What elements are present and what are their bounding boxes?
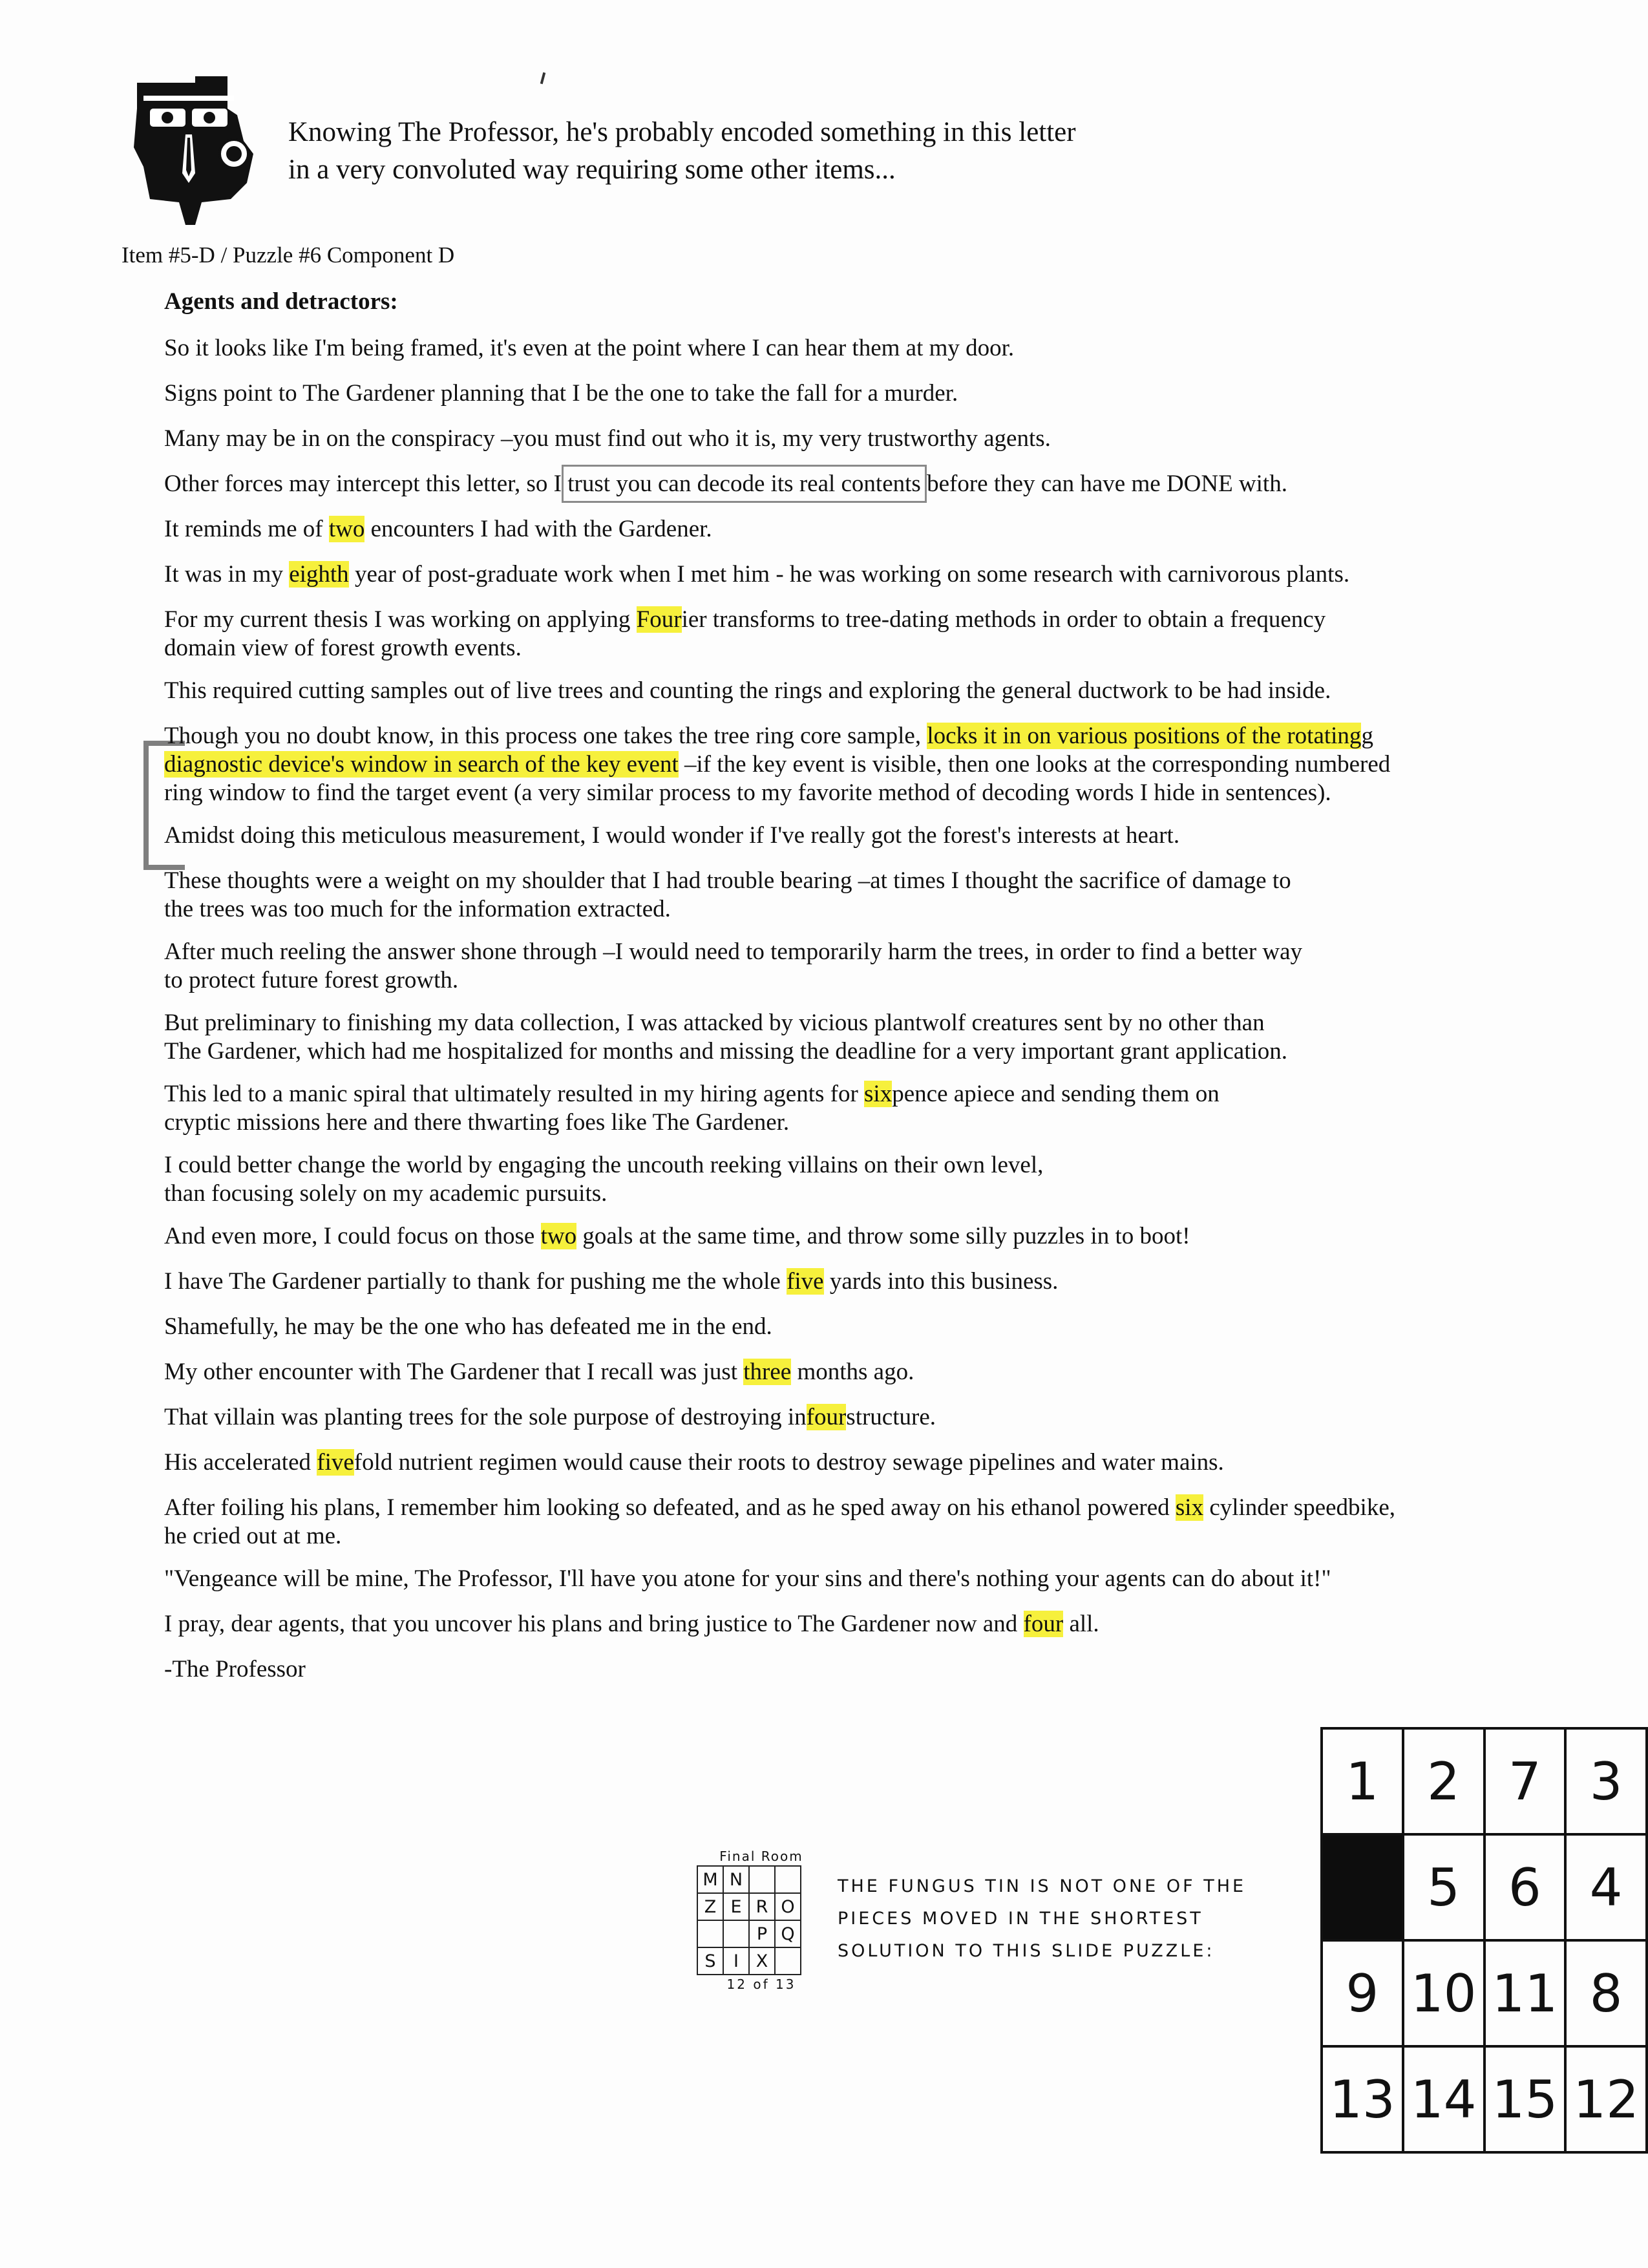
- final-room-title: Final Room: [719, 1849, 803, 1864]
- grid-cell: [697, 1920, 723, 1947]
- text-run: than focusing solely on my academic pursuits.: [164, 1180, 607, 1207]
- header-line-2: in a very convoluted way requiring some other items...: [288, 154, 896, 185]
- text-run: all.: [1063, 1611, 1099, 1637]
- text-run: yards into this business.: [823, 1268, 1059, 1295]
- grid-cell: Z: [697, 1893, 723, 1920]
- highlighted-word: eighth: [289, 561, 349, 588]
- letter-paragraph-3: Many may be in on the conspiracy –you must find out who it is, my very trustworthy agents.: [164, 425, 1051, 452]
- text-run: I have The Gardener partially to thank for pushing me the whole: [164, 1268, 787, 1295]
- grid-cell: [775, 1947, 801, 1975]
- header-note: [288, 114, 1322, 189]
- letter-paragraph-10: Amidst doing this meticulous measurement, I would wonder if I've really got the forest's interests at heart.: [164, 822, 1180, 849]
- highlighted-word: four: [806, 1404, 847, 1430]
- text-run: to protect future forest growth.: [164, 967, 459, 993]
- grid-cell: E: [723, 1893, 749, 1920]
- text-run: the trees was too much for the information extracted.: [164, 896, 671, 922]
- letter-paragraph-6: [164, 560, 1631, 589]
- puzzle-tile: 9: [1322, 1940, 1403, 2046]
- text-run: I pray, dear agents, that you uncover his plans and bring justice to The Gardener now and: [164, 1611, 1024, 1637]
- fungus-tin-note: [838, 1871, 1329, 1967]
- signature: -The Professor: [164, 1656, 306, 1682]
- stray-pencil-mark: [540, 72, 546, 84]
- highlighted-phrase: locks it in on various positions of the rotating: [927, 723, 1362, 749]
- final-room-footer: 12 of 13: [726, 1977, 796, 1992]
- text-run: before they can have me DONE with.: [920, 471, 1287, 497]
- letter-paragraph-20: [164, 1403, 1631, 1432]
- letter-paragraph-14: [164, 1080, 1631, 1137]
- text-run: This led to a manic spiral that ultimately resulted in my hiring agents for: [164, 1081, 865, 1107]
- grid-cell: [749, 1866, 775, 1893]
- text-run: encounters I had with the Gardener.: [364, 516, 712, 542]
- letter-paragraph-7: [164, 606, 1631, 662]
- grid-cell: I: [723, 1947, 749, 1975]
- text-run: Other forces may intercept this letter, so I: [164, 471, 568, 497]
- letter-paragraph-19: [164, 1358, 1631, 1386]
- highlighted-word: five: [787, 1268, 824, 1295]
- grid-cell: O: [775, 1893, 801, 1920]
- letter-body: [164, 288, 1631, 1701]
- letter-paragraph-12: [164, 938, 1631, 995]
- puzzle-tile: 5: [1403, 1834, 1484, 1940]
- puzzle-tile: 3: [1565, 1728, 1647, 1834]
- text-run: domain view of forest growth events.: [164, 635, 522, 661]
- letter-paragraph-13: [164, 1009, 1631, 1066]
- boxed-phrase: trust you can decode its real contents: [567, 471, 921, 497]
- letter-paragraph-5: [164, 515, 1631, 544]
- highlighted-word: six: [864, 1081, 893, 1107]
- final-room-grid: [697, 1865, 801, 1975]
- letter-paragraph-4: [164, 470, 1631, 498]
- text-run: But preliminary to finishing my data collection, I was attacked by vicious plantwolf creatures sent by no other than: [164, 1010, 1265, 1036]
- text-run: After much reeling the answer shone through –I would need to temporarily harm the trees, in order to find a better way: [164, 938, 1303, 965]
- text-run: ring window to find the target event (a very similar process to my favorite method of decoding words I hide in sentences).: [164, 779, 1331, 806]
- note-line: THE FUNGUS TIN IS NOT ONE OF THE: [838, 1876, 1247, 1896]
- puzzle-tile: 11: [1484, 1940, 1566, 2046]
- text-run: –if the key event is visible, then one looks at the corresponding numbered: [678, 751, 1391, 778]
- letter-paragraph-18: Shamefully, he may be the one who has defeated me in the end.: [164, 1313, 772, 1340]
- text-run: Though you no doubt know, in this process one takes the tree ring core sample,: [164, 723, 927, 749]
- letter-paragraph-15: [164, 1151, 1631, 1208]
- highlighted-word: two: [540, 1223, 577, 1249]
- text-run: he cried out at me.: [164, 1523, 342, 1549]
- puzzle-tile: 1: [1322, 1728, 1403, 1834]
- grid-cell: Q: [775, 1920, 801, 1947]
- text-run: structure.: [846, 1404, 936, 1430]
- highlighted-word: five: [317, 1449, 354, 1476]
- text-run: After foiling his plans, I remember him looking so defeated, and as he sped away on his ethanol powered: [164, 1494, 1176, 1521]
- text-run: It was in my: [164, 561, 290, 588]
- text-run: That villain was planting trees for the sole purpose of destroying in: [164, 1404, 807, 1430]
- highlighted-word: three: [743, 1359, 792, 1385]
- letter-paragraph-1: So it looks like I'm being framed, it's even at the point where I can hear them at my door.: [164, 335, 1015, 361]
- letter-heading: Agents and detractors:: [164, 288, 398, 315]
- letter-paragraph-17: [164, 1267, 1631, 1296]
- letter-paragraph-24: [164, 1610, 1631, 1638]
- text-run: cylinder speedbike,: [1203, 1494, 1395, 1521]
- header-line-1: Knowing The Professor, he's probably encoded something in this letter: [288, 117, 1076, 147]
- puzzle-tile: 15: [1484, 2046, 1566, 2152]
- text-run: goals at the same time, and throw some silly puzzles in to boot!: [576, 1223, 1190, 1249]
- highlighted-word: Four: [636, 606, 682, 633]
- puzzle-tile: 2: [1403, 1728, 1484, 1834]
- text-run: His accelerated: [164, 1449, 317, 1476]
- text-run: months ago.: [791, 1359, 914, 1385]
- text-run: cryptic missions here and there thwarting foes like The Gardener.: [164, 1109, 790, 1136]
- letter-paragraph-9: Though you no doubt know, in this process one takes the tree ring core sample, locks it in on various positions of the rotatingg diagnostic device's window in search of the key event –if the key event is visible, then one looks at the corresponding numbered ring window to find the target event (a very similar process to my favorite method of decoding words I hide in sentences).: [164, 723, 1391, 806]
- text-run: For my current thesis I was working on applying: [164, 606, 637, 633]
- professor-logo-icon: [124, 70, 260, 225]
- highlighted-word: two: [328, 516, 365, 542]
- puzzle-tile: 6: [1484, 1834, 1566, 1940]
- highlighted-word: four: [1023, 1611, 1064, 1637]
- grid-cell: [723, 1920, 749, 1947]
- letter-paragraph-21: [164, 1448, 1631, 1477]
- grid-cell: [775, 1866, 801, 1893]
- note-line: PIECES MOVED IN THE SHORTEST: [838, 1909, 1203, 1929]
- note-line: SOLUTION TO THIS SLIDE PUZZLE:: [838, 1941, 1215, 1961]
- text-run: It reminds me of: [164, 516, 329, 542]
- puzzle-tile: 7: [1484, 1728, 1566, 1834]
- text-run: year of post-graduate work when I met him - he was working on some research with carnivorous plants.: [348, 561, 1350, 588]
- item-label: Item #5-D / Puzzle #6 Component D: [121, 242, 455, 268]
- puzzle-tile: 8: [1565, 1940, 1647, 2046]
- text-run: I could better change the world by engaging the uncouth reeking villains on their own level,: [164, 1152, 1044, 1178]
- grid-cell: P: [749, 1920, 775, 1947]
- text-run: ier transforms to tree-dating methods in order to obtain a frequency: [681, 606, 1326, 633]
- puzzle-tile: 14: [1403, 2046, 1484, 2152]
- text-run: pence apiece and sending them on: [892, 1081, 1220, 1107]
- text-run: And even more, I could focus on those: [164, 1223, 541, 1249]
- grid-cell: X: [749, 1947, 775, 1975]
- letter-paragraph-23: "Vengeance will be mine, The Professor, I'll have you atone for your sins and there's nothing your agents can do about it!": [164, 1565, 1331, 1592]
- grid-cell: R: [749, 1893, 775, 1920]
- puzzle-tile: 10: [1403, 1940, 1484, 2046]
- final-room-card: [697, 1849, 826, 1992]
- letter-paragraph-8: This required cutting samples out of live trees and counting the rings and exploring the general ductwork to be had inside.: [164, 677, 1331, 704]
- slide-puzzle: [1320, 1727, 1648, 2154]
- puzzle-blank-tile: [1322, 1834, 1403, 1940]
- text-run: The Gardener, which had me hospitalized for months and missing the deadline for a very important grant application.: [164, 1038, 1288, 1065]
- puzzle-tile: 13: [1322, 2046, 1403, 2152]
- grid-cell: M: [697, 1866, 723, 1893]
- letter-paragraph-22: [164, 1494, 1631, 1551]
- letter-paragraph-16: [164, 1222, 1631, 1251]
- highlighted-phrase: diagnostic device's window in search of the key event: [164, 751, 679, 778]
- grid-cell: N: [723, 1866, 749, 1893]
- letter-paragraph-11: [164, 867, 1631, 924]
- grid-cell: S: [697, 1947, 723, 1975]
- puzzle-tile: 4: [1565, 1834, 1647, 1940]
- text-run: fold nutrient regimen would cause their roots to destroy sewage pipelines and water mains.: [354, 1449, 1224, 1476]
- text-run: My other encounter with The Gardener that I recall was just: [164, 1359, 744, 1385]
- letter-paragraph-2: Signs point to The Gardener planning that I be the one to take the fall for a murder.: [164, 380, 958, 407]
- highlighted-word: six: [1175, 1494, 1204, 1521]
- puzzle-tile: 12: [1565, 2046, 1647, 2152]
- text-run: These thoughts were a weight on my shoulder that I had trouble bearing –at times I thought the sacrifice of damage to: [164, 867, 1291, 894]
